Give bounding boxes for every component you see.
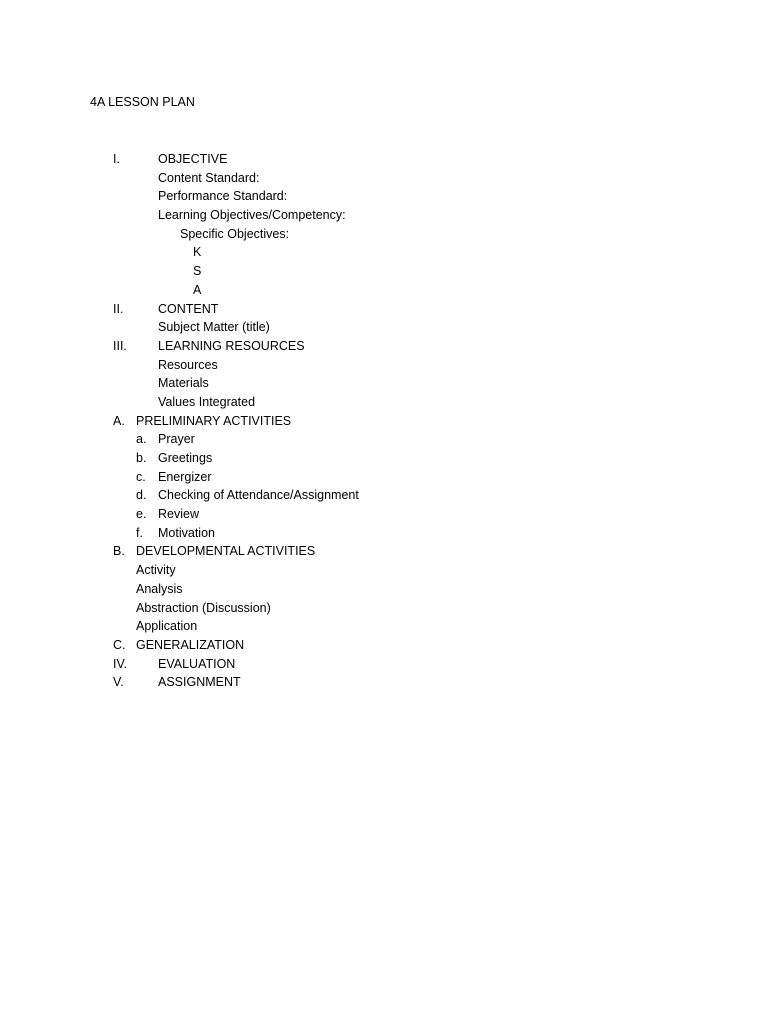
outline-item xyxy=(0,599,768,618)
outline-text: K xyxy=(193,245,202,260)
outline-item xyxy=(0,580,768,599)
lesson-outline xyxy=(0,150,768,692)
outline-marker: f. xyxy=(136,525,143,540)
outline-item xyxy=(0,169,768,188)
outline-item xyxy=(0,430,768,449)
outline-text: Prayer xyxy=(158,432,195,447)
outline-item xyxy=(0,187,768,206)
outline-text: Abstraction (Discussion) xyxy=(136,600,271,615)
outline-marker: A. xyxy=(113,413,125,428)
outline-item xyxy=(0,412,768,431)
outline-item xyxy=(0,468,768,487)
outline-text: Resources xyxy=(158,357,218,372)
outline-text: ASSIGNMENT xyxy=(158,675,241,690)
outline-item xyxy=(0,356,768,375)
outline-item xyxy=(0,318,768,337)
outline-text: Application xyxy=(136,619,198,634)
outline-marker: d. xyxy=(136,488,147,503)
outline-item xyxy=(0,524,768,543)
outline-text: S xyxy=(193,264,202,279)
outline-marker: C. xyxy=(113,637,126,652)
outline-item xyxy=(0,206,768,225)
outline-item xyxy=(0,374,768,393)
outline-text: Specific Objectives: xyxy=(180,226,290,241)
outline-item xyxy=(0,225,768,244)
outline-text: A xyxy=(193,282,202,297)
outline-marker: IV. xyxy=(113,656,128,671)
outline-marker: V. xyxy=(113,675,124,690)
outline-text: Values Integrated xyxy=(158,394,256,409)
outline-text: Activity xyxy=(136,563,176,578)
outline-marker: b. xyxy=(136,451,147,465)
outline-text: DEVELOPMENTAL ACTIVITIES xyxy=(136,544,316,559)
outline-marker: III. xyxy=(113,338,127,353)
outline-marker: e. xyxy=(136,507,147,522)
outline-item xyxy=(0,449,768,468)
outline-item xyxy=(0,281,768,300)
outline-text: EVALUATION xyxy=(158,656,236,671)
outline-text: LEARNING RESOURCES xyxy=(158,338,305,353)
outline-item xyxy=(0,150,768,169)
outline-item xyxy=(0,505,768,524)
outline-item xyxy=(0,337,768,356)
outline-item xyxy=(0,262,768,281)
outline-text: Learning Objectives/Competency: xyxy=(158,208,346,223)
outline-item xyxy=(0,300,768,319)
outline-item xyxy=(0,655,768,674)
outline-text: Motivation xyxy=(158,525,215,540)
outline-text: Performance Standard: xyxy=(158,189,288,204)
outline-text: GENERALIZATION xyxy=(136,637,245,652)
outline-item xyxy=(0,542,768,561)
outline-text: Content Standard: xyxy=(158,170,260,185)
outline-item xyxy=(0,636,768,655)
outline-marker: II. xyxy=(113,301,124,316)
outline-item xyxy=(0,393,768,412)
outline-marker: c. xyxy=(136,469,146,484)
outline-text: CONTENT xyxy=(158,301,219,316)
outline-marker: a. xyxy=(136,432,147,447)
outline-text: PRELIMINARY ACTIVITIES xyxy=(136,413,292,428)
outline-item xyxy=(0,673,768,692)
outline-item xyxy=(0,486,768,505)
outline-marker: I. xyxy=(113,152,120,166)
outline-text: Subject Matter (title) xyxy=(158,320,270,335)
document-title: 4A LESSON PLAN xyxy=(90,95,195,109)
outline-text: Checking of Attendance/Assignment xyxy=(158,488,359,503)
outline-text: Greetings xyxy=(158,451,213,465)
outline-item xyxy=(0,561,768,580)
outline-item xyxy=(0,617,768,636)
outline-text: Analysis xyxy=(136,581,183,596)
outline-text: Energizer xyxy=(158,469,212,484)
outline-text: OBJECTIVE xyxy=(158,152,228,166)
outline-item xyxy=(0,243,768,262)
outline-marker: B. xyxy=(113,544,125,559)
outline-text: Materials xyxy=(158,376,209,391)
outline-text: Review xyxy=(158,507,199,522)
